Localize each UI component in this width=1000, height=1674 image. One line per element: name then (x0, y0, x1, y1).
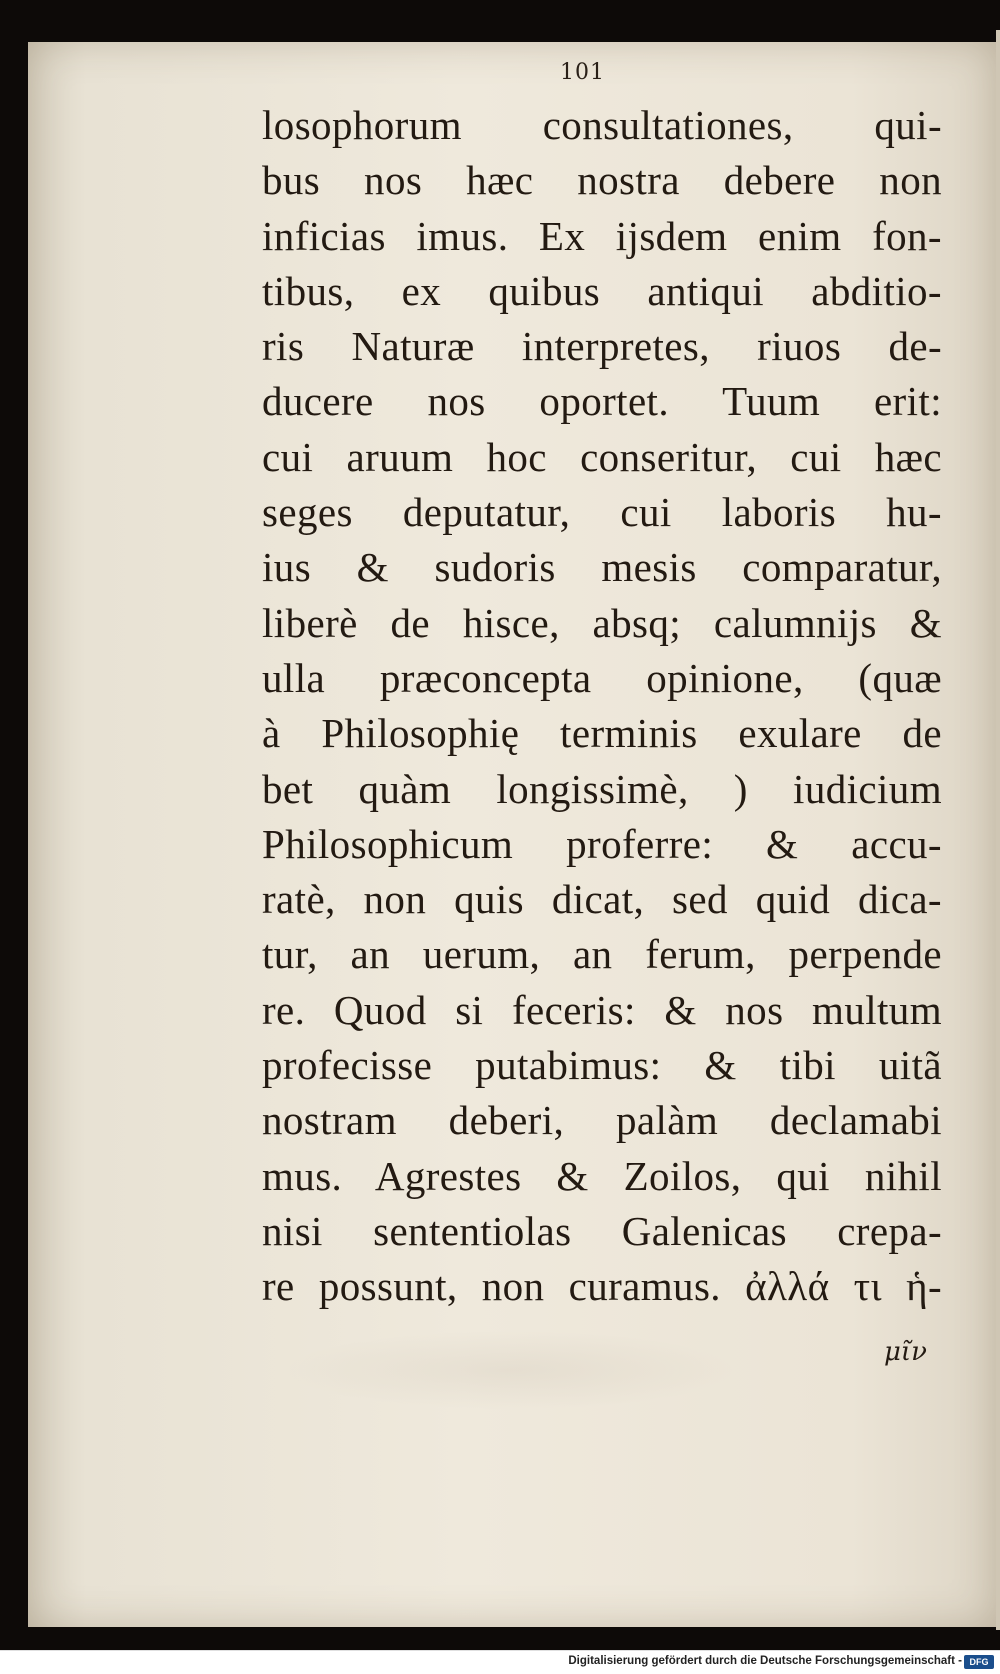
text-line: losophorum consultationes, qui- (262, 102, 942, 148)
text-line: cui aruum hoc conseritur, cui hæc (262, 433, 942, 480)
text-block (262, 98, 942, 1315)
text-line: bus nos hæc nostra debere non (262, 157, 942, 204)
text-line: mus. Agrestes & Zoilos, qui nihil (262, 1152, 942, 1199)
text-line: re possunt, non curamus. ἀλλά τι ἡ- (262, 1263, 942, 1310)
text-line: seges deputatur, cui laboris hu- (262, 489, 942, 536)
text-line: re. Quod si feceris: & nos multum (262, 986, 942, 1033)
text-line: ducere nos oportet. Tuum erit: (262, 378, 942, 425)
dfg-logo: DFG (964, 1655, 994, 1669)
text-line: liberè de hisce, absq; calumnijs & (262, 599, 942, 646)
footer-bar (0, 1650, 1000, 1674)
catchword: μῖν (884, 1337, 927, 1367)
text-line: ratè, non quis dicat, sed quid dica- (262, 876, 942, 923)
text-line: ris Naturæ interpretes, riuos de- (262, 323, 942, 370)
page-number: 101 (560, 60, 605, 85)
text-line: à Philosophię terminis exulare de (262, 710, 942, 757)
text-line: ius & sudoris mesis comparatur, (262, 544, 942, 591)
funding-credit: Digitalisierung gefördert durch die Deutsche Forschungsgemeinschaft - (568, 1655, 962, 1667)
text-line: nisi sententiolas Galenicas crepa- (262, 1207, 942, 1254)
text-line: profecisse putabimus: & tibi uitã (262, 1042, 942, 1089)
page-edge (996, 30, 1000, 1630)
text-line: nostram deberi, palàm declamabi (262, 1097, 942, 1144)
text-line: ulla præconcepta opinione, (quæ (262, 654, 942, 701)
text-line: tibus, ex quibus antiqui abditio- (262, 267, 942, 314)
ink-bleed-through (280, 1330, 740, 1410)
text-line: Philosophicum proferre: & accu- (262, 820, 942, 867)
text-line: tur, an uerum, an ferum, perpende (262, 931, 942, 978)
text-line: bet quàm longissimè, ) iudicium (262, 765, 942, 812)
text-line: inficias imus. Ex ijsdem enim fon- (262, 212, 942, 259)
